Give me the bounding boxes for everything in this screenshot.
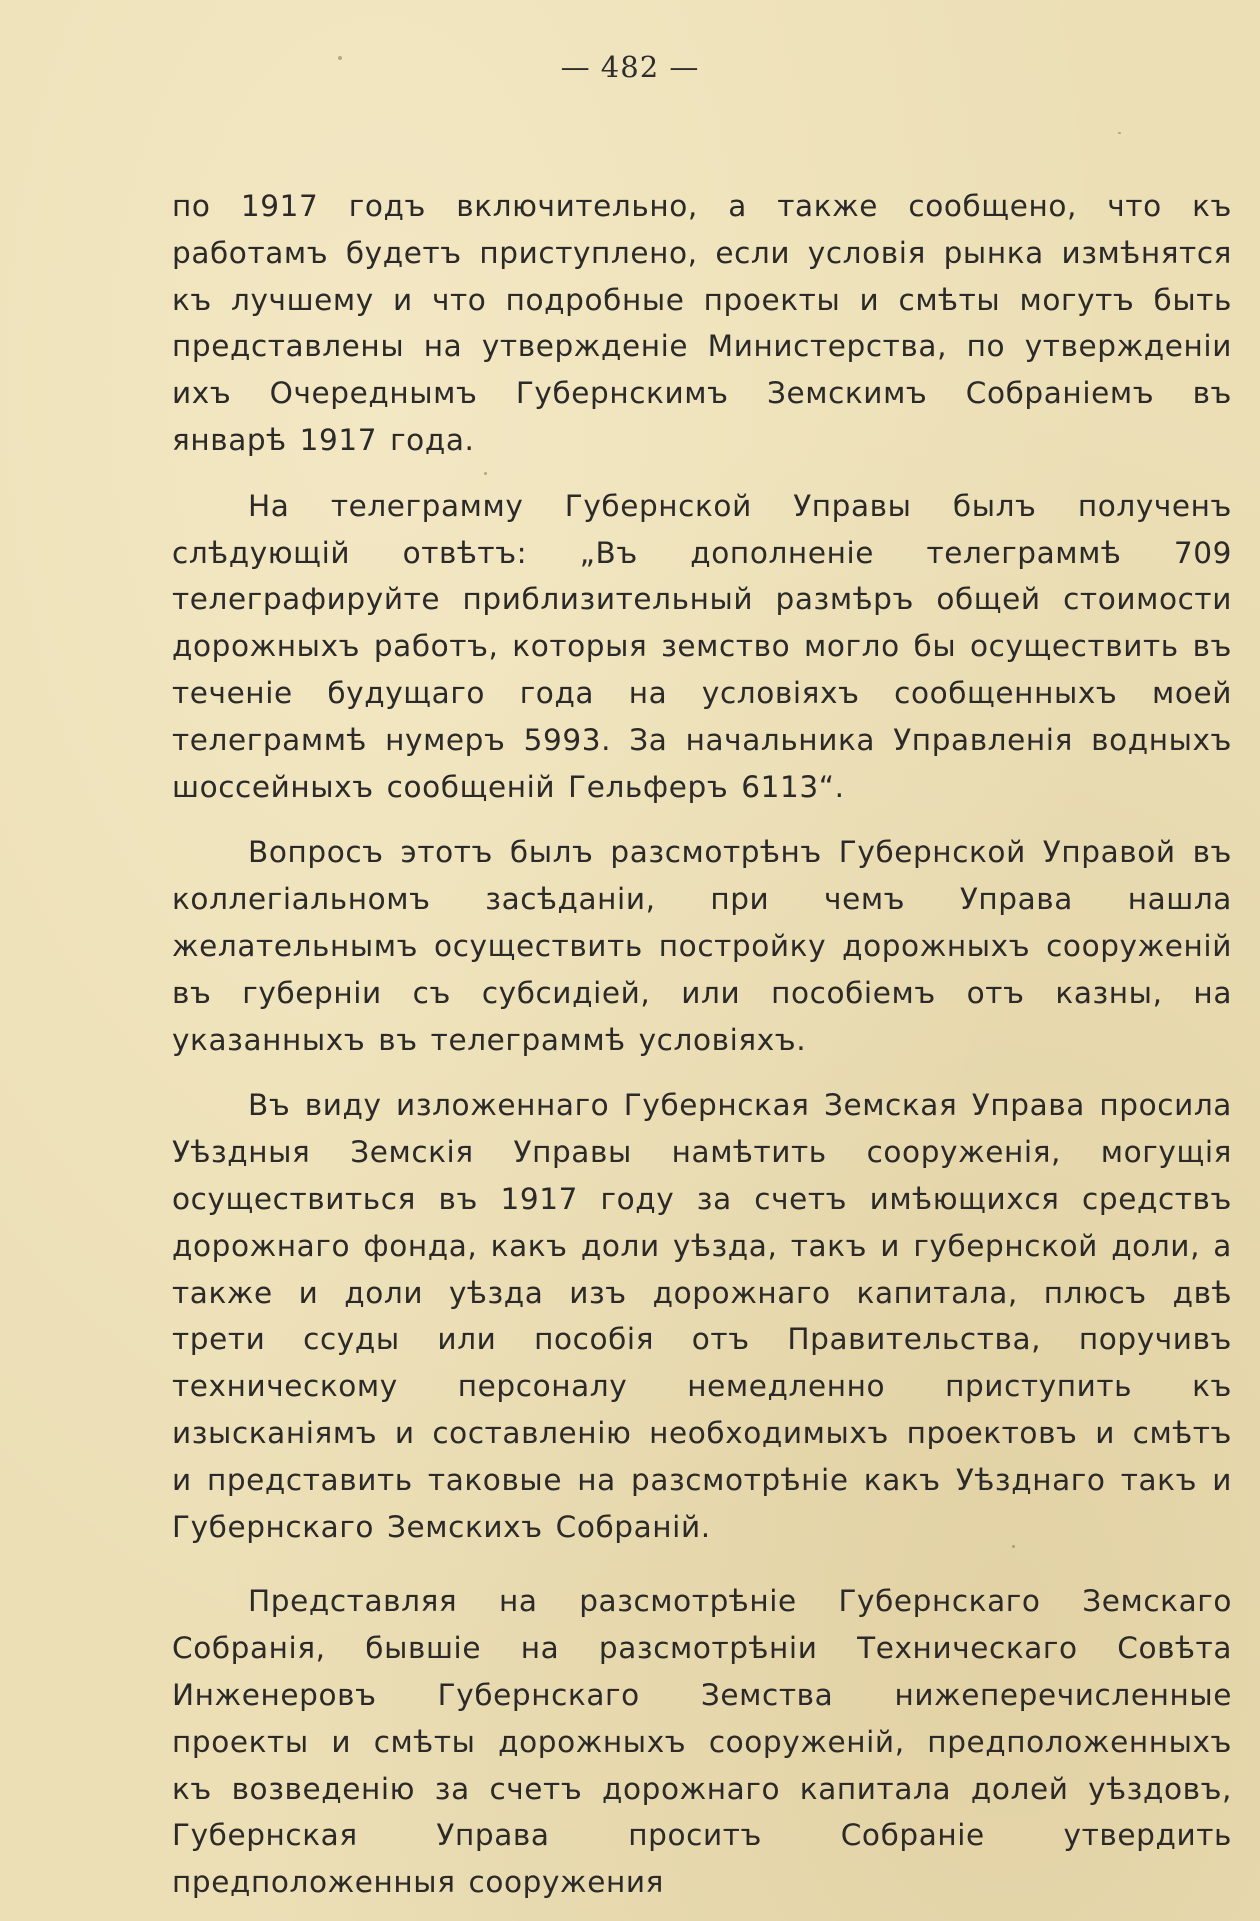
paper-speck [338,56,342,60]
page-number: — 482 — [560,50,700,84]
paragraph-3: Вопросъ этотъ былъ разсмотрѣнъ Губернской Управой въ коллегіальномъ засѣданіи, при чемъ Управа нашла желательнымъ осуществить постройку дорожныхъ сооруженій въ губерніи съ субсидіей, или пособіемъ отъ казны, на указанныхъ въ телеграммѣ условіяхъ. [172,835,1232,1057]
paragraph-1: по 1917 годъ включительно, а также сообщено, что къ работамъ будетъ приступлено, если условія рынка измѣнятся къ лучшему и что подробные проекты и смѣты могутъ быть представлены на утвержденіе Министерства, по утвержденіи ихъ Очереднымъ Губернскимъ Земскимъ Собраніемъ въ январѣ 1917 года. [172,189,1232,457]
paper-speck [484,472,487,475]
paragraph-4: Въ виду изложеннаго Губернская Земская Управа просила Уѣздныя Земскія Управы намѣтить сооруженія, могущія осуществиться въ 1917 году за счетъ имѣющихся средствъ дорожнаго фонда, какъ доли уѣзда, такъ и губернской доли, а также и доли уѣзда изъ дорожнаго капитала, плюсъ двѣ трети ссуды или пособія отъ Правительства, поручивъ техническому персоналу немедленно приступить къ изысканіямъ и составленію необходимыхъ проектовъ и смѣтъ и представить таковые на разсмотрѣніе какъ Уѣзднаго такъ и Губернскаго Земскихъ Собраній. [172,1088,1232,1544]
body-text [172,183,1232,1906]
paper-speck [1118,132,1121,134]
paper-speck [1012,1545,1015,1548]
paragraph-5: Представляя на разсмотрѣніе Губернскаго Земскаго Собранія, бывшіе на разсмотрѣніи Техническаго Совѣта Инженеровъ Губернскаго Земства нижеперечисленные проекты и смѣты дорожныхъ сооруженій, предположенныхъ къ возведенію за счетъ дорожнаго капитала долей уѣздовъ, Губернская Управа проситъ Собраніе утвердить предположенныя сооружения [172,1584,1232,1900]
paragraph-2: На телеграмму Губернской Управы былъ полученъ слѣдующій отвѣтъ: „Въ дополненіе телеграммѣ 709 телеграфируйте приблизительный размѣръ общей стоимости дорожныхъ работъ, которыя земство могло бы осуществить въ теченіе будущаго года на условіяхъ сообщенныхъ моей телеграммѣ нумеръ 5993. За начальника Управленія водныхъ шоссейныхъ сообщеній Гельферъ 6113“. [172,488,1232,804]
